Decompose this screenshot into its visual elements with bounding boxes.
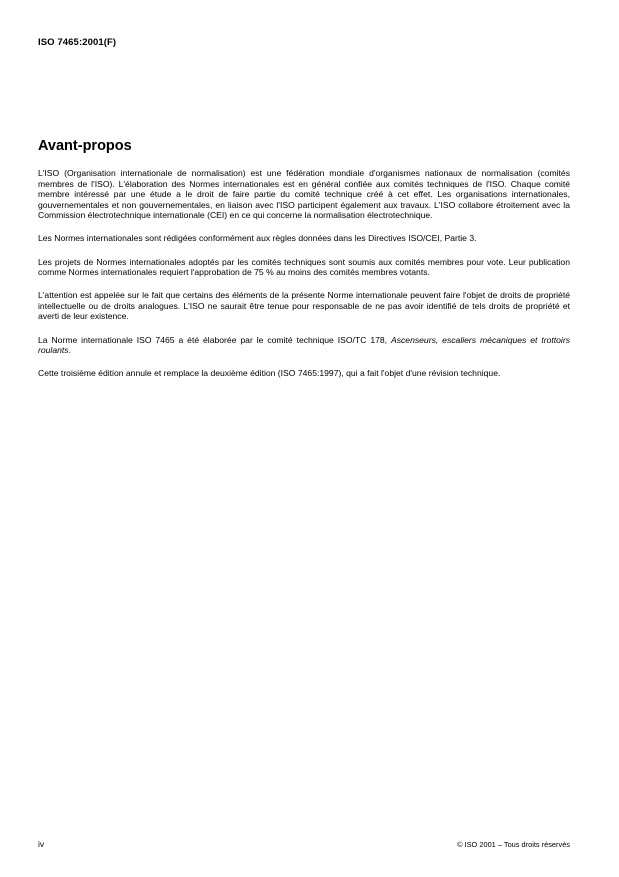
paragraph-drafting-rules: Les Normes internationales sont rédigées conformément aux règles données dans les Directives ISO/CEI, Partie 3. (38, 233, 477, 244)
paragraph-voting: Les projets de Normes internationales adoptés par les comités techniques sont soumis aux comités membres pour vote. Leur publication comme Normes internationales requiert l'approbation de 75 % au moins des comités membres votants. (38, 256, 570, 278)
section-title: Avant-propos (38, 138, 132, 154)
document-id-header: ISO 7465:2001(F) (38, 37, 117, 48)
committee-text-prefix: La Norme internationale ISO 7465 a été élaborée par le comité technique ISO/TC 178, (38, 334, 391, 345)
committee-text-suffix: . (68, 345, 71, 356)
paragraph-patent-rights: L'attention est appelée sur le fait que certains des éléments de la présente Norme internationale peuvent faire l'objet de droits de propriété intellectuelle ou de droits analogues. L'ISO ne saurait être tenue pour responsable de ne pas avoir identifié de tels droits de propriété et averti de leur existence. (38, 290, 570, 322)
paragraph-iso-organisation: L'ISO (Organisation internationale de normalisation) est une fédération mondiale d'organismes nationaux de normalisation (comités membres de l'ISO). L'élaboration des Normes internationales est en général confiée aux comités techniques de l'ISO. Chaque comité membre intéressé par une étude a le droit de faire partie du comité technique créé à cet effet. Les organisations internationales, gouvernementales et non gouvernementales, en liaison avec l'ISO participent également aux travaux. L'ISO collabore étroitement avec la Commission électrotechnique internationale (CEI) en ce qui concerne la normalisation électrotechnique. (38, 168, 570, 221)
committee-title: Ascenseurs, escaliers mécaniques et trottoirs roulants (38, 334, 570, 356)
paragraph-edition-note: Cette troisième édition annule et remplace la deuxième édition (ISO 7465:1997), qui a fait l'objet d'une révision technique. (38, 368, 501, 379)
paragraph-technical-committee (38, 335, 570, 356)
page-number: iv (38, 839, 45, 849)
copyright-notice: © ISO 2001 – Tous droits réservés (457, 840, 570, 849)
foreword-body (38, 168, 570, 391)
